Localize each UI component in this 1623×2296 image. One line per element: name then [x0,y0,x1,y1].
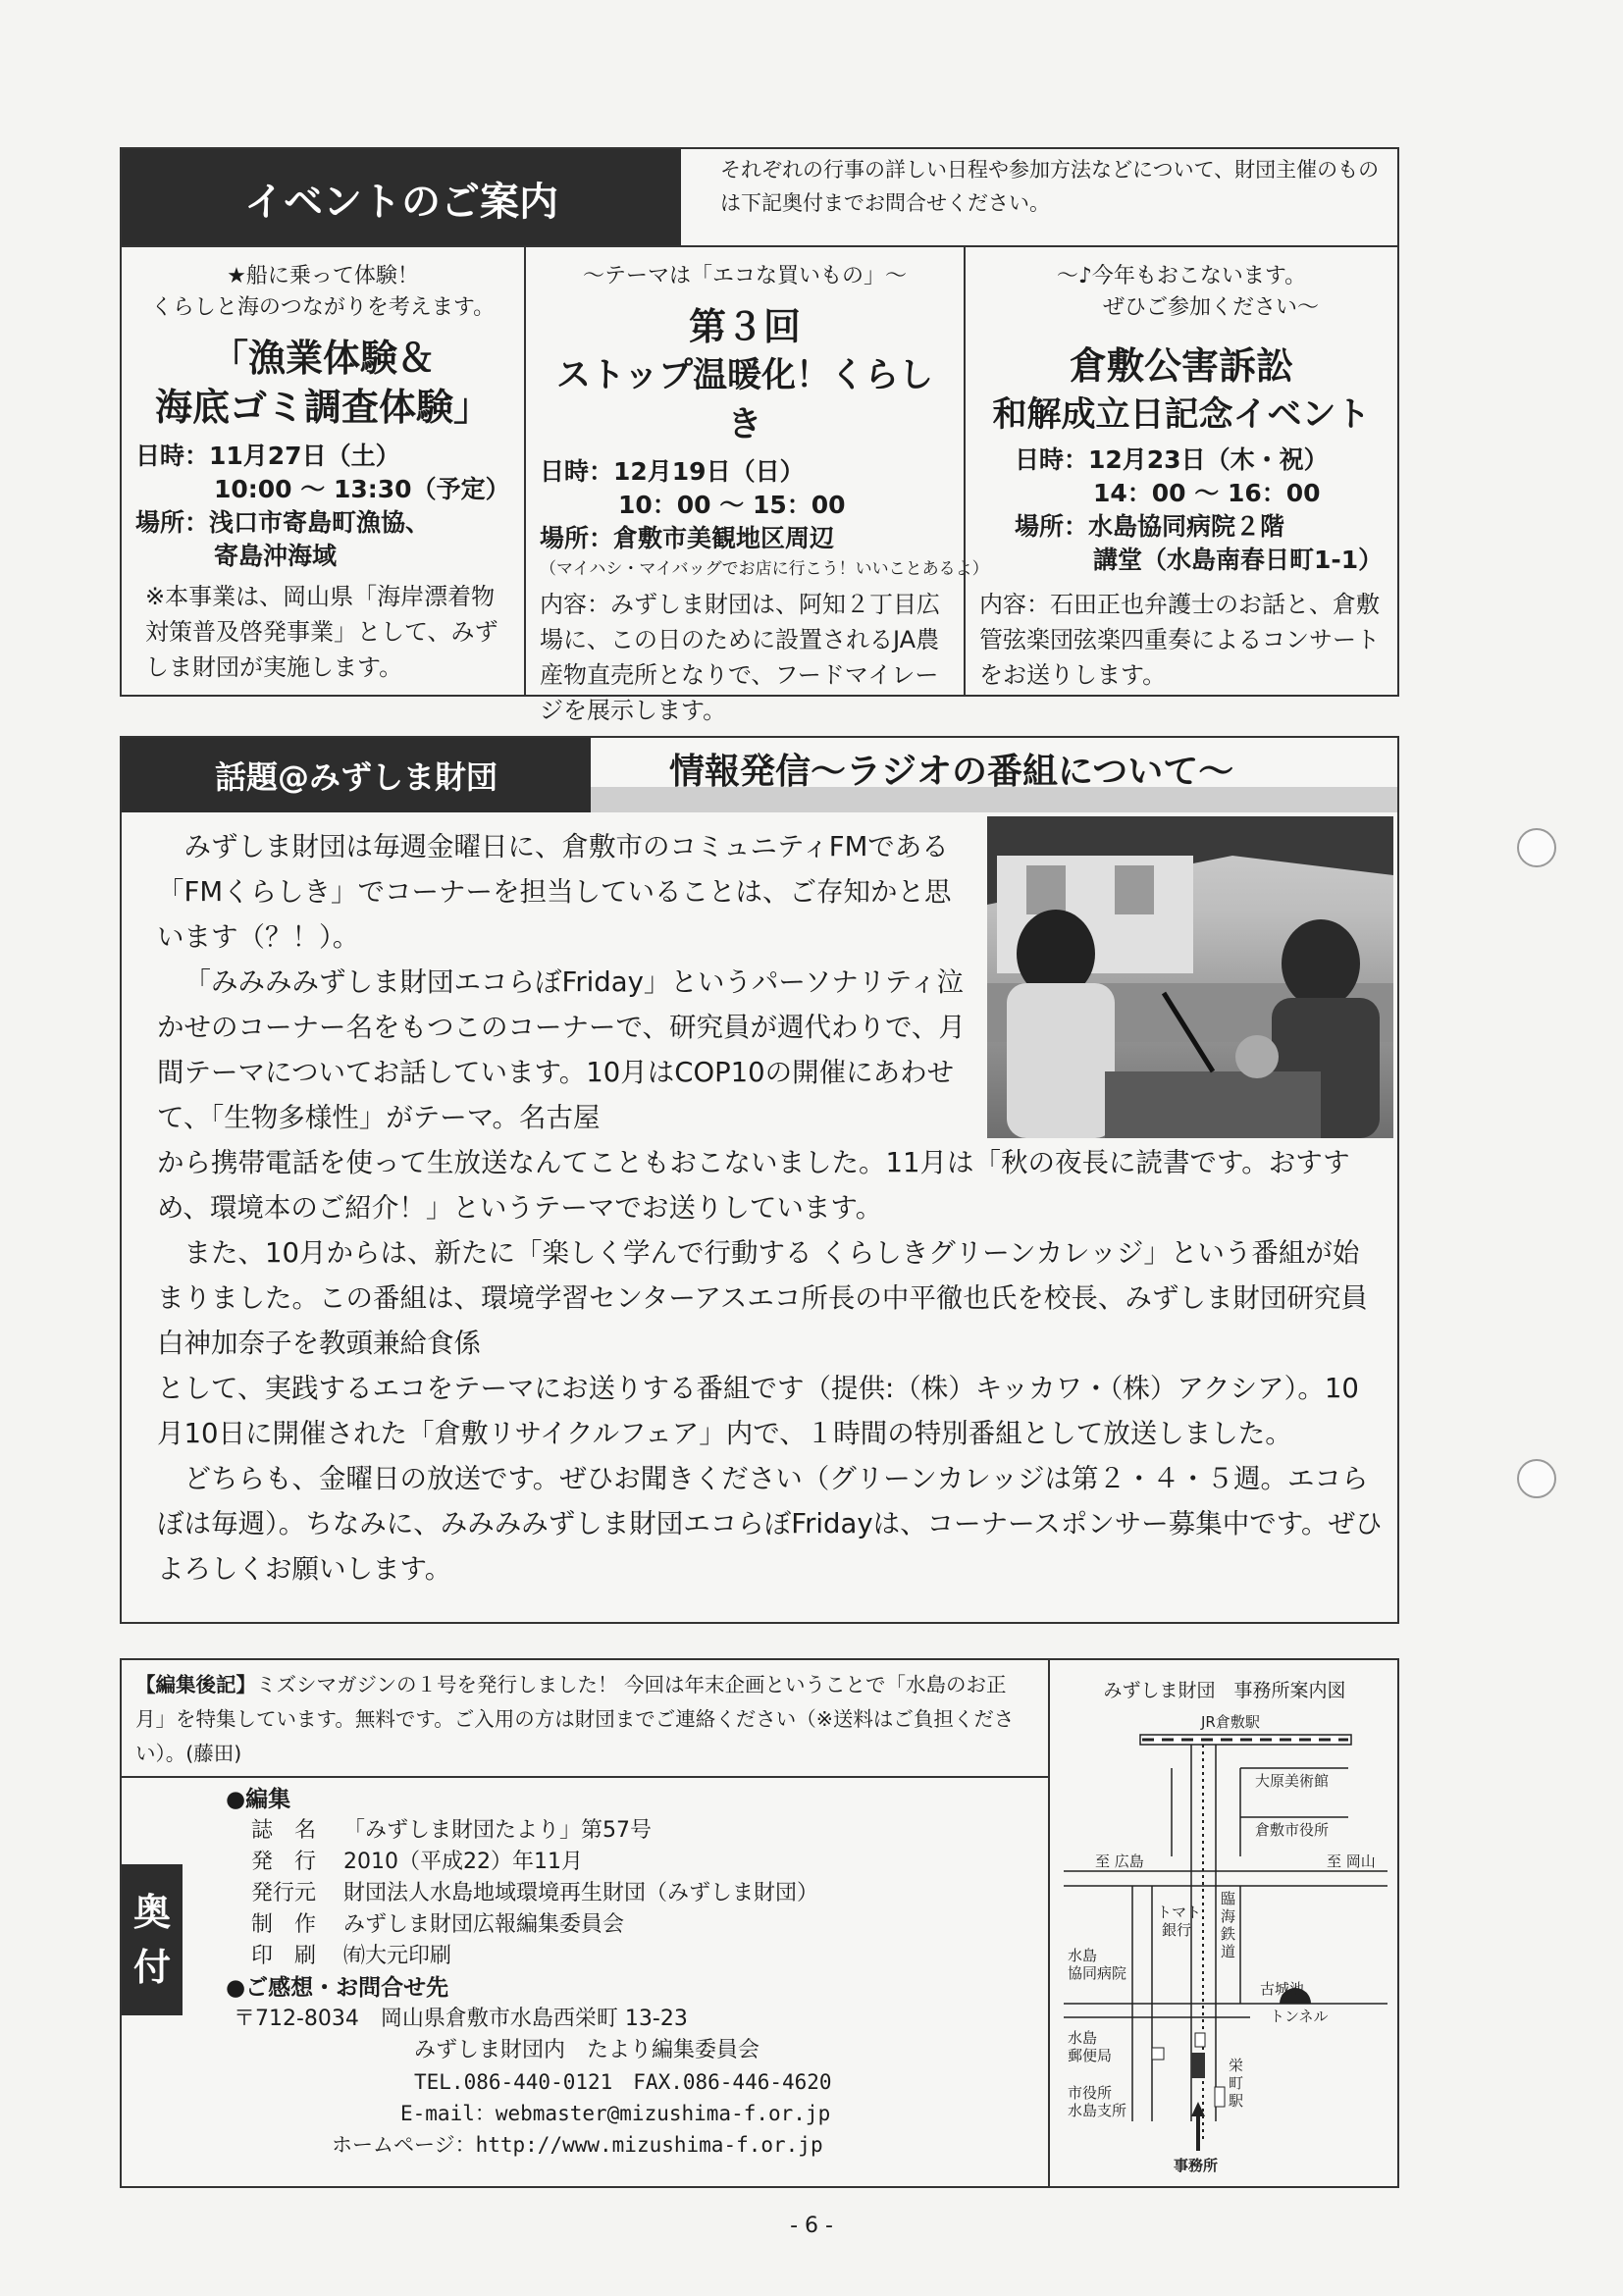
topic-article [157,824,1395,1592]
event-warming-time: 10：00 〜 15：00 [618,491,846,519]
imprint-row [251,1878,1038,1909]
events-header [122,149,681,247]
topic-para-5: として、実践するエコをテーマにお送りする番組です（提供:（株）キッカワ・（株）アクシア）。10月10日に開催された「倉敷リサイクルフェア」内で、１時間の特別番組として放送しました。 [157,1373,1359,1449]
event-warming-title2: ストップ温暖化！くらしき [556,356,933,444]
topic-title: 情報発信〜ラジオの番組について〜 [669,752,1234,792]
contact-postal: 〒712-8034 岡山県倉敷市水島西栄町 13-23 [234,2007,688,2031]
postscript-divider [122,1776,1050,1778]
imprint-value: ㈲大元印刷 [343,1944,452,1968]
event-fishing-note: ※本事業は、岡山県「海岸漂着物対策普及啓発事業」として、みずしま財団が実施します。 [145,583,498,681]
contact-tel-fax: TEL.086-440-0121 FAX.086-446-4620 [414,2070,832,2094]
map-label-kojoike-2: トンネル [1270,2008,1329,2025]
imprint-row [251,1909,1038,1941]
imprint-value: 「みずしま財団たより」第57号 [343,1818,652,1843]
map-label-ohara: 大原美術館 [1255,1772,1330,1790]
punch-hole-top [1517,828,1556,867]
page-number: - 6 - [790,2214,833,2238]
topic-para-6: どちらも、金曜日の放送です。ぜひお聞きください（グリーンカレッジは第２・４・５週。エコらぼは毎週）。ちなみに、みみみみずしま財団エコらぼFridayは、コーナースポンサー募集中です。ぜひよろしくお願いします。 [157,1463,1383,1585]
topic-para-1: みずしま財団は毎週金曜日に、倉敷市のコミュニティFMである「FMくらしき」でコーナーを担当していることは、ご存知かと思います（？！）。 [157,831,952,953]
event-lawsuit-place2: 講堂（水島南春日町1-1） [1093,546,1384,574]
contact-dept: みずしま財団内 たより編集委員会 [414,2038,760,2062]
map-label-cityhall: 倉敷市役所 [1255,1821,1330,1839]
punch-hole-bottom [1517,1459,1556,1498]
map-label-hospital-2: 協同病院 [1068,1964,1127,1982]
map-label-office: 事務所 [1174,2157,1219,2174]
event-warming-place: 場所：倉敷市美観地区周辺 [540,524,835,552]
event-lawsuit-content: 内容：石田正也弁護士のお話と、倉敷管弦楽団弦楽四重奏によるコンサートをお送りします。 [979,591,1380,689]
map-label-hospital-1: 水島 [1068,1947,1098,1964]
postscript [135,1668,1034,1771]
imprint-key: 誌 名 [251,1818,317,1843]
topic-para-3: から携帯電話を使って生放送なんてこともおこないました。11月は「秋の夜長に読書です。おすすめ、環境本のご紹介！」というテーマでお送りしています。 [157,1147,1350,1224]
event-warming-sub: （マイハシ・マイバッグでお店に行こう！いいことあるよ） [540,559,989,579]
event-lawsuit-tagline2: ぜひご参加ください〜 [1102,295,1319,320]
colophon-section [120,1658,1399,2188]
office-map [1054,1666,1395,2182]
event-fishing-title2: 海底ゴミ調査体験」 [154,386,491,429]
topic-para-4: また、10月からは、新たに「楽しく学んで行動する くらしきグリーンカレッジ」という番組が始まりました。この番組は、環境学習センターアスエコ所長の中平徹也氏を校長、みずしま財団研究員 白神加奈子を教頭兼給食係 [157,1237,1395,1359]
events-section [120,147,1399,724]
event-fishing-place2: 寄島沖海域 [214,542,338,570]
event-lawsuit-title1: 倉敷公害訴訟 [1069,344,1293,388]
topic-para-2: 「みみみみずしま財団エコらぼFriday」というパーソナリティ泣かせのコーナー名をもつこのコーナーで、研究員が週代わりで、月間テーマについてお話しています。10月はCOP10の開催にあわせて、「生物多様性」がテーマ。名古屋 [157,966,966,1133]
event-fishing-tagline2: くらしと海のつながりを考えます。 [150,295,496,320]
contact-heading: ●ご感想・お問合せ先 [226,1975,449,2001]
map-label-branch-1: 市役所 [1068,2084,1113,2102]
contact-homepage[interactable]: ホームページ：http://www.mizushima-f.or.jp [332,2133,823,2157]
map-label-hiroshima: 至 広島 [1095,1852,1144,1870]
map-divider [1048,1660,1050,2186]
map-label-tomato-2: 銀行 [1162,1921,1192,1939]
imprint-side-label-1: 奥 [132,1891,171,1934]
map-label-rinkai-3: 鉄 [1221,1925,1236,1943]
edit-heading: ●編集 [226,1787,291,1812]
topic-label-text: 話題@みずしま財団 [214,758,497,796]
event-warming-title1: 第３回 [688,305,801,348]
contact-email[interactable]: E-mail：webmaster@mizushima-f.or.jp [400,2102,831,2125]
imprint-key: 制 作 [251,1912,317,1937]
event-warming-date: 日時：12月19日（日） [540,457,805,486]
event-lawsuit-place1: 場所：水島協同病院２階 [1015,512,1285,541]
event-fishing-date: 日時：11月27日（土） [135,442,400,470]
event-fishing-title1: 「漁業体験＆ [210,337,435,380]
imprint-row [251,1941,1038,1972]
events-note: それぞれの行事の詳しい日程や参加方法などについて、財団主催のものは下記奥付までお問合せください。 [720,158,1380,215]
event-fishing [122,247,524,695]
map-label-rinkai-1: 臨 [1221,1890,1236,1907]
event-warming-content: 内容：みずしま財団は、阿知２丁目広場に、この日のために設置されるJA農産物直売所となりで、フードマイレージを展示します。 [540,591,940,724]
map-label-sakae-2: 町 [1229,2074,1244,2092]
event-fishing-place1: 場所：浅口市寄島町漁協、 [135,508,431,537]
imprint-side-label-2: 付 [132,1946,171,1989]
event-warming [524,247,989,724]
map-label-tomato-1: トマト [1157,1904,1202,1921]
map-label-sakae-3: 駅 [1229,2092,1244,2110]
imprint-key: 発 行 [251,1850,317,1874]
map-label-kojoike-1: 古城池 [1260,1980,1305,1998]
event-lawsuit-tagline1: 〜♪今年もおこないます。 [1056,264,1307,288]
event-fishing-tagline1: ★船に乗って体験！ [227,264,419,288]
map-label-post-1: 水島 [1068,2029,1098,2047]
postscript-label: 【編集後記】 [135,1673,256,1696]
imprint-value: 2010（平成22）年11月 [343,1850,583,1874]
event-fishing-time: 10:00 〜 13:30（予定） [214,475,510,503]
event-lawsuit-title2: 和解成立日記念イベント [992,395,1371,435]
event-lawsuit-time: 14：00 〜 16：00 [1093,479,1321,507]
map-label-jr: JR倉敷駅 [1201,1713,1260,1731]
event-warming-tagline: 〜テーマは「エコな買いもの」〜 [582,264,907,288]
topic-title-bar [591,738,1397,812]
event-lawsuit [964,247,1397,695]
event-lawsuit-date: 日時：12月23日（木・祝） [1015,445,1329,474]
postscript-text: ミズシマガジンの１号を発行しました！ 今回は年末企画ということで「水島のお正月」を特集しています。無料です。ご入用の方は財団までご連絡ください（※送料はご負担ください）。(藤田) [135,1673,1015,1765]
map-label-branch-2: 水島支所 [1068,2102,1127,2119]
map-label-rinkai-2: 海 [1221,1907,1236,1925]
map-label-post-2: 郵便局 [1068,2047,1113,2064]
imprint-side-label [122,1864,183,2015]
imprint-key: 印 刷 [251,1944,317,1968]
imprint-value: みずしま財団広報編集委員会 [343,1912,625,1937]
events-header-title: イベントのご案内 [244,179,558,225]
imprint-rows [251,1815,1038,1972]
map-label-rinkai-4: 道 [1221,1943,1236,1960]
imprint [224,1784,1038,2161]
map-label-okayama: 至 岡山 [1327,1852,1376,1870]
imprint-row [251,1847,1038,1878]
topic-label [122,738,591,812]
map-label-sakae-1: 栄 [1229,2057,1244,2074]
imprint-value: 財団法人水島地域環境再生財団（みずしま財団） [343,1881,819,1905]
imprint-key: 発行元 [251,1881,317,1905]
imprint-row [251,1815,1038,1847]
topic-section [120,736,1399,1624]
map-title: みずしま財団 事務所案内図 [1103,1680,1346,1701]
map-drawing [1054,1709,1395,2180]
